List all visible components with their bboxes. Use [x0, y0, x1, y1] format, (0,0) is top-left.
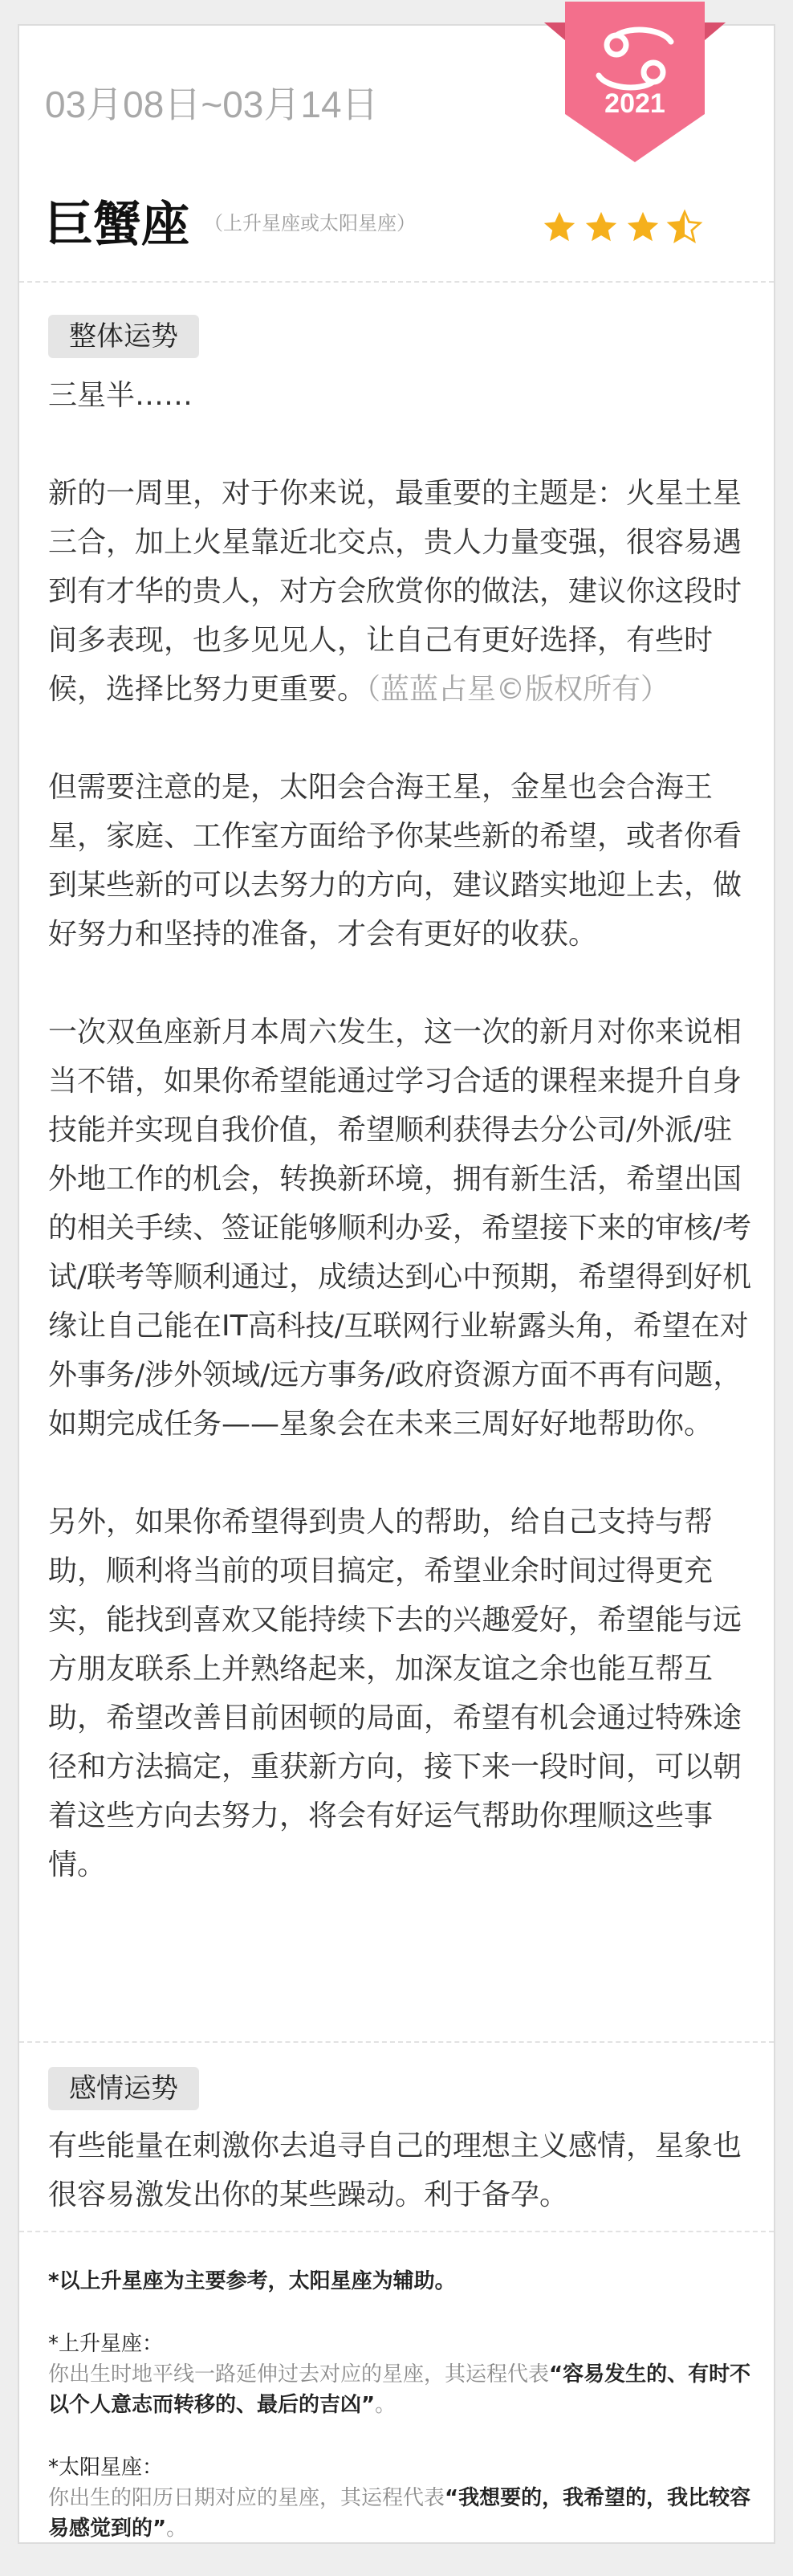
- divider: [19, 281, 774, 283]
- overall-paragraph: 但需要注意的是，太阳会合海王星，金星也会合海王星，家庭、工作室方面给予你某些新的希望，或者你看到某些新的可以去努力的方向，建议踏实地迎上去，做好努力和坚持的准备，才会有更好的收获。: [48, 771, 742, 951]
- overall-paragraph: 另外，如果你希望得到贵人的帮助，给自己支持与帮助，顺利将当前的项目搞定，希望业余时间过得更充实，能找到喜欢又能持续下去的兴趣爱好，希望能与远方朋友联系上并熟络起来，加深友谊之余也能互帮互助，希望改善目前困顿的局面，希望有机会通过特殊途径和方法搞定，重获新方向，接下来一段时间，可以朝着这些方向去努力，将会有好运气帮助你理顺这些事情。: [48, 1506, 742, 1881]
- note-main: *以上升星座为主要参考，太阳星座为辅助。: [48, 2269, 456, 2293]
- rating-stars: [541, 209, 703, 252]
- divider: [19, 2041, 774, 2043]
- star-full-icon: [541, 209, 578, 252]
- love-text: 有些能量在刺激你去追寻自己的理想主义感情，星象也很容易激发出你的某些躁动。利于备孕。: [48, 2130, 742, 2211]
- cancer-sign-icon: [543, 2, 727, 162]
- rising-description: 你出生时地平线一路延伸过去对应的星座，其运程代表“容易发生的、有时不以个人意志而转移的、最后的吉凶”。: [48, 2362, 751, 2417]
- overall-paragraph: 三星半……: [48, 379, 193, 412]
- sign-name: 巨蟹座: [45, 197, 189, 253]
- overall-text: [48, 371, 754, 1889]
- divider: [19, 2231, 774, 2232]
- sign-note: （上升星座或太阳星座）: [204, 211, 416, 234]
- notes-section: [48, 2266, 754, 2576]
- star-full-icon: [624, 209, 661, 252]
- sign-title-row: [45, 186, 416, 255]
- date-range: 03月08日~03月14日: [45, 84, 379, 125]
- overall-label: 整体运势: [48, 315, 199, 358]
- horoscope-card: [18, 24, 775, 2544]
- star-full-icon: [583, 209, 620, 252]
- year-badge: [543, 2, 727, 162]
- overall-paragraph: 一次双鱼座新月本周六发生，这一次的新月对你来说相当不错，如果你希望能通过学习合适的课程来提升自身技能并实现自我价值，希望顺利获得去分公司/外派/驻外地工作的机会，转换新环境，拥有新生活，希望出国的相关手续、签证能够顺利办妥，希望接下来的审核/考试/联考等顺利通过，成绩达到心中预期，希望得到好机缘让自己能在IT高科技/互联网行业崭露头角，希望在对外事务/涉外领域/远方事务/政府资源方面不再有问题，如期完成任务——星象会在未来三周好好地帮助你。: [48, 1016, 752, 1441]
- sun-heading: *太阳星座：: [48, 2456, 164, 2480]
- copyright-note: （蓝蓝占星©版权所有）: [366, 673, 670, 706]
- year-label: 2021: [604, 88, 665, 119]
- star-half-icon: [666, 209, 703, 252]
- love-label: 感情运势: [48, 2067, 199, 2110]
- rising-heading: *上升星座：: [48, 2332, 164, 2356]
- overall-paragraph: 新的一周里，对于你来说，最重要的主题是：火星土星三合，加上火星靠近北交点，贵人力量变强，很容易遇到有才华的贵人，对方会欣赏你的做法，建议你这段时间多表现，也多见见人，让自己有更好选择，有些时候，选择比努力更重要。（蓝蓝占星©版权所有）: [48, 477, 742, 706]
- sun-description: 你出生的阳历日期对应的星座，其运程代表“我想要的，我希望的，我比较容易感觉到的”。: [48, 2486, 751, 2541]
